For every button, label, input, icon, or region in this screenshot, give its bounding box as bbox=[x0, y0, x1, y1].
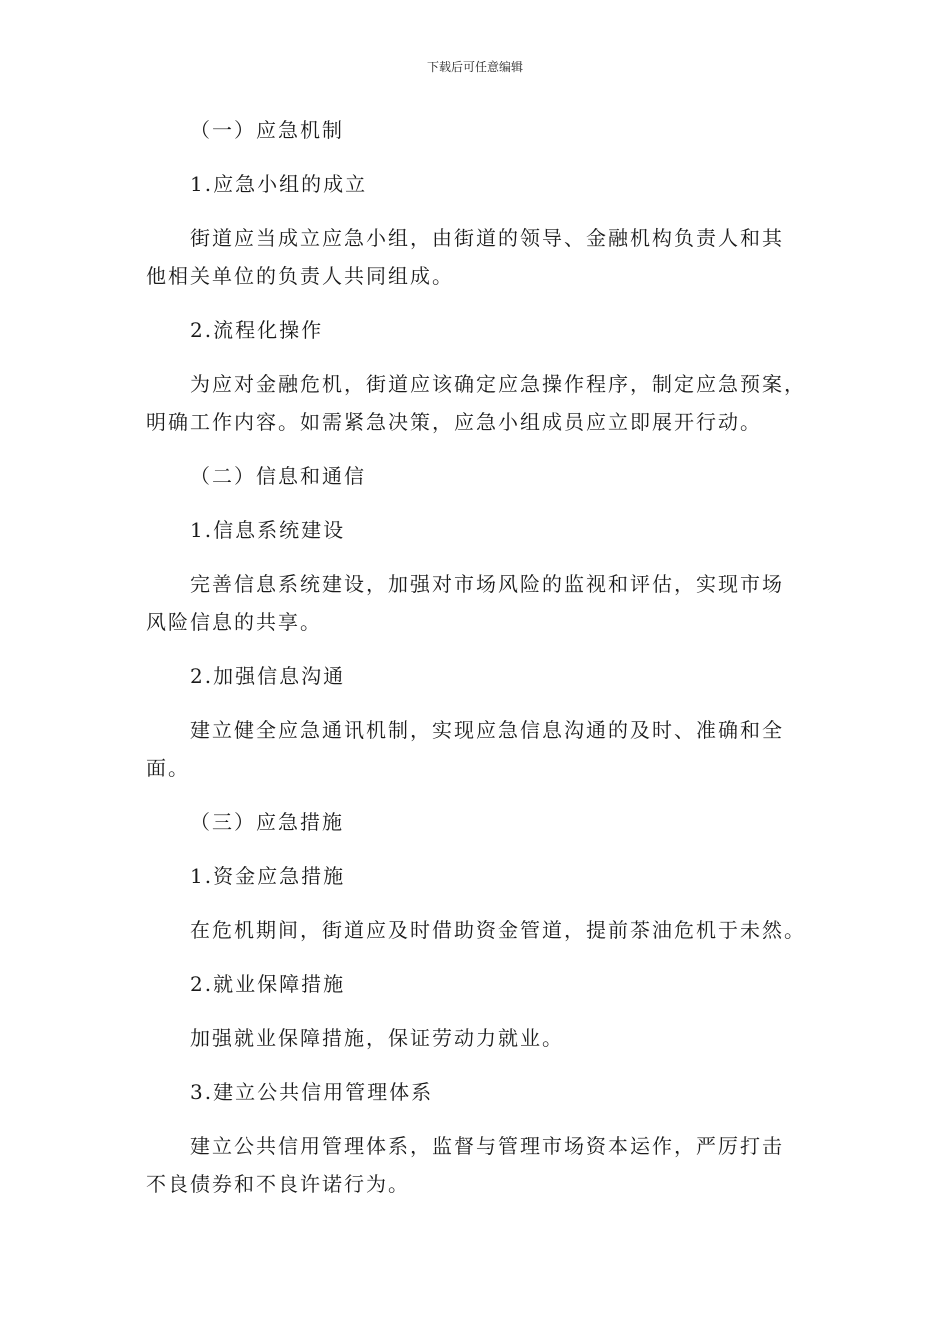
header-note: 下载后可任意编辑 bbox=[426, 60, 523, 74]
subsection-heading: 2.流程化操作 bbox=[190, 318, 324, 342]
paragraph-line: 为应对金融危机，街道应该确定应急操作程序，制定应急预案， bbox=[190, 372, 806, 396]
paragraph-line: 加强就业保障措施，保证劳动力就业。 bbox=[190, 1026, 564, 1050]
subsection-heading: 3.建立公共信用管理体系 bbox=[190, 1080, 434, 1104]
subsection-heading: 2.就业保障措施 bbox=[190, 972, 346, 996]
paragraph-line: 他相关单位的负责人共同组成。 bbox=[146, 264, 454, 288]
subsection-heading: 1.信息系统建设 bbox=[190, 518, 346, 542]
paragraph-line: 明确工作内容。如需紧急决策，应急小组成员应立即展开行动。 bbox=[146, 410, 762, 434]
section-heading-1: （一）应急机制 bbox=[190, 118, 344, 142]
subsection-heading: 1.应急小组的成立 bbox=[190, 172, 368, 196]
paragraph-line: 面。 bbox=[146, 756, 190, 780]
paragraph-line: 完善信息系统建设，加强对市场风险的监视和评估，实现市场 bbox=[190, 572, 784, 596]
paragraph-line: 不良债券和不良许诺行为。 bbox=[146, 1172, 410, 1196]
paragraph-line: 风险信息的共享。 bbox=[146, 610, 322, 634]
subsection-heading: 2.加强信息沟通 bbox=[190, 664, 346, 688]
paragraph-line: 建立健全应急通讯机制，实现应急信息沟通的及时、准确和全 bbox=[190, 718, 784, 742]
section-heading-3: （三）应急措施 bbox=[190, 810, 344, 834]
paragraph-line: 街道应当成立应急小组，由街道的领导、金融机构负责人和其 bbox=[190, 226, 784, 250]
section-heading-2: （二）信息和通信 bbox=[190, 464, 366, 488]
subsection-heading: 1.资金应急措施 bbox=[190, 864, 346, 888]
paragraph-line: 在危机期间，街道应及时借助资金管道，提前茶油危机于未然。 bbox=[190, 918, 806, 942]
paragraph-line: 建立公共信用管理体系，监督与管理市场资本运作，严厉打击 bbox=[190, 1134, 784, 1158]
